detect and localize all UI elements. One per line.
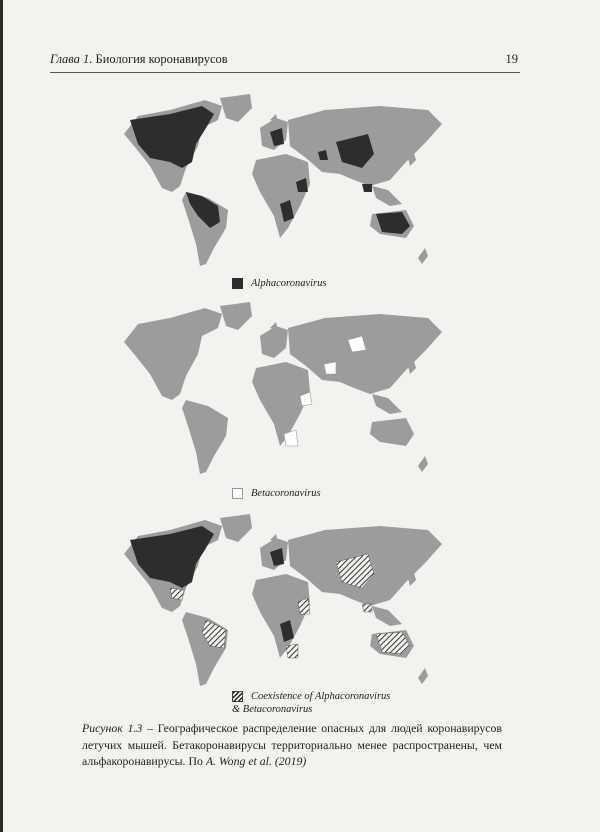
- legend-swatch-hatched: [232, 691, 243, 702]
- legend-label: Betacoronavirus: [251, 488, 321, 499]
- caption-citation: A. Wong et al. (2019): [205, 754, 307, 768]
- page-number: 19: [505, 52, 518, 66]
- world-map-alphacoronavirus: [110, 88, 450, 268]
- legend-coexistence: [232, 690, 390, 716]
- running-header: [50, 50, 520, 73]
- world-map-betacoronavirus: [110, 296, 450, 476]
- page-spine-shadow: [0, 0, 3, 832]
- legend-label: Alphacoronavirus: [251, 278, 327, 289]
- legend-swatch-white: [232, 488, 243, 499]
- figure-caption: [82, 720, 502, 770]
- legend-label-line2: & Betacoronavirus: [232, 704, 313, 715]
- legend-label-line1: Coexistence of Alphacoronavirus: [251, 691, 391, 702]
- legend-swatch-dark: [232, 278, 243, 289]
- caption-text: – Географическое распределение опасных для людей коронавирусов летучих мышей. Бетакоронавирусы территориально менее распространены, чем альфакоронавирусы. По: [82, 721, 502, 768]
- legend-alphacoronavirus: [232, 278, 326, 289]
- world-map-coexistence: [110, 508, 450, 688]
- chapter-label: Глава 1.: [50, 52, 93, 66]
- legend-betacoronavirus: [232, 488, 321, 499]
- header-chapter: [50, 52, 228, 67]
- figure-label: Рисунок 1.3: [82, 721, 143, 735]
- chapter-title: Биология коронавирусов: [95, 52, 228, 66]
